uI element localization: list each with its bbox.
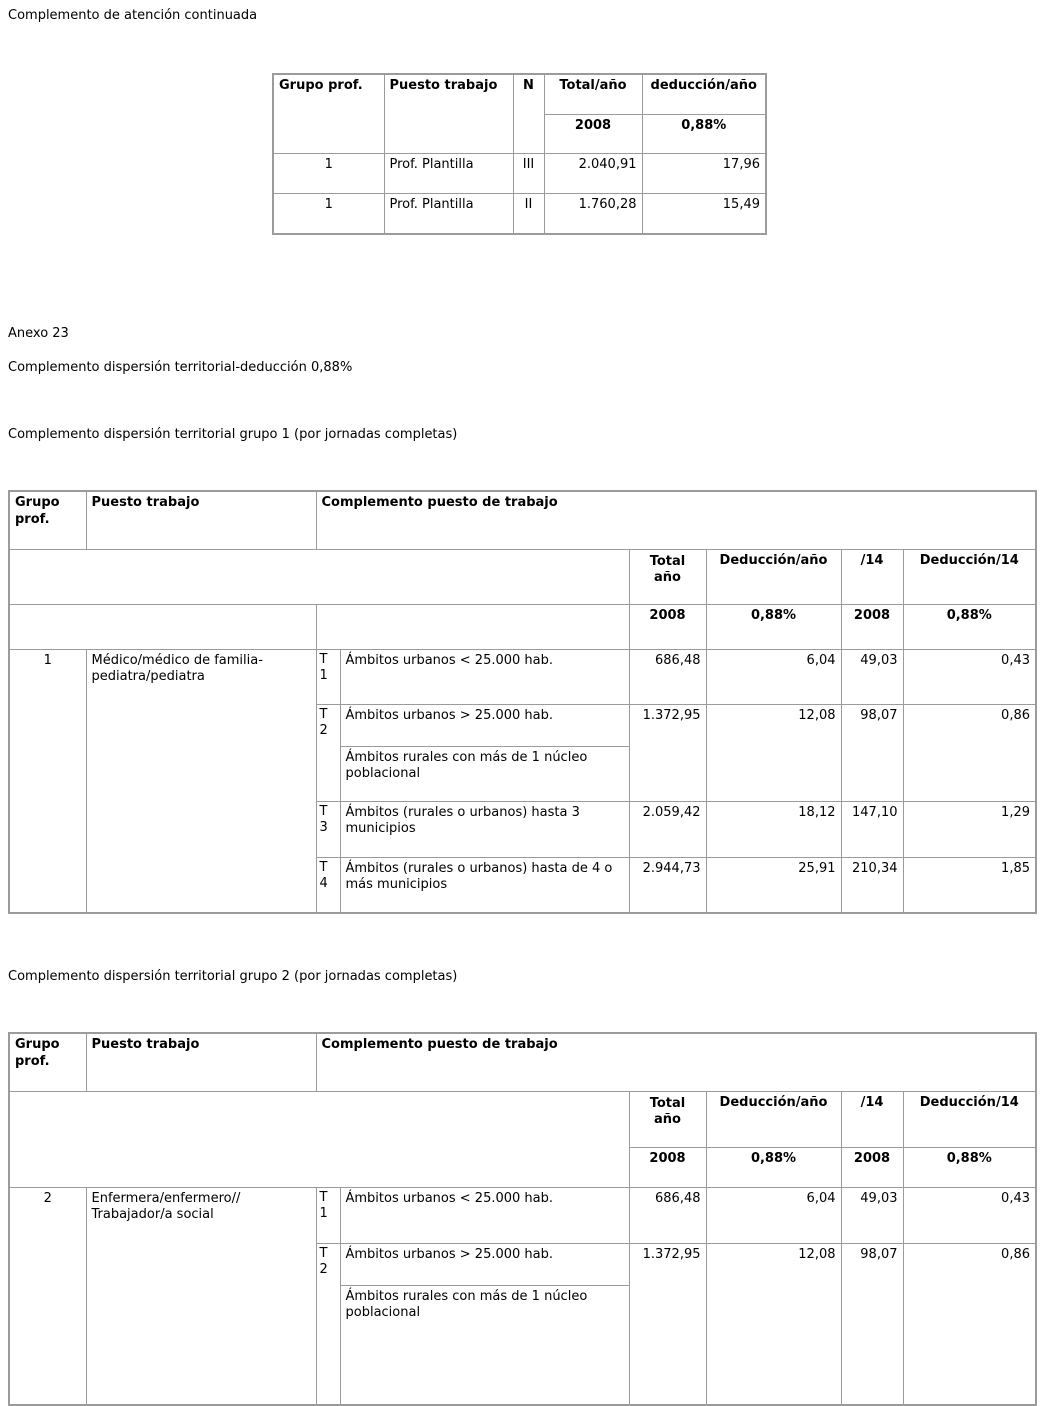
cell-deduccion: 25,91 — [706, 857, 841, 913]
cell-grupo: 2 — [9, 1187, 86, 1405]
table-row — [273, 193, 766, 234]
header-cell-complemento: Complemento puesto de trabajo — [316, 1033, 1036, 1091]
cell-per14: 147,10 — [841, 801, 903, 857]
header-cell-grupo-prof: Grupo prof. — [273, 74, 384, 153]
header-cell-deduccion14: Deducción/14 — [903, 549, 1036, 604]
cell-ambito: Ámbitos urbanos > 25.000 hab. — [340, 1243, 629, 1285]
header-cell-pct: 0,88% — [706, 604, 841, 649]
header-cell-year: 2008 — [544, 114, 642, 153]
header-cell-year: 2008 — [629, 604, 706, 649]
header-cell-puesto-trabajo: Puesto trabajo — [86, 1033, 316, 1091]
heading-grupo2: Complemento dispersión territorial grupo 2 (por jornadas completas) — [8, 969, 458, 984]
cell-deduccion14: 1,85 — [903, 857, 1036, 913]
cell-deduccion: 17,96 — [642, 153, 766, 193]
table-dispersion-grupo2 — [8, 1032, 1037, 1406]
cell-total: 2.040,91 — [544, 153, 642, 193]
cell-total: 686,48 — [629, 1187, 706, 1243]
cell-deduccion: 15,49 — [642, 193, 766, 234]
cell-ambito: Ámbitos urbanos < 25.000 hab. — [340, 649, 629, 704]
cell-per14: 49,03 — [841, 1187, 903, 1243]
header-filler-cell — [316, 604, 629, 649]
header-cell-pct: 0,88% — [706, 1147, 841, 1187]
cell-tramo: T 4 — [316, 857, 340, 913]
cell-puesto: Prof. Plantilla — [384, 153, 513, 193]
cell-total: 2.944,73 — [629, 857, 706, 913]
header-cell-deduccion-ano: deducción/año — [642, 74, 766, 114]
header-cell-per14: /14 — [841, 549, 903, 604]
header-cell-year: 2008 — [841, 1147, 903, 1187]
header-cell-complemento: Complemento puesto de trabajo — [316, 491, 1036, 549]
header-cell-year: 2008 — [841, 604, 903, 649]
header-cell-total-ano: Total año — [629, 1091, 706, 1147]
table-atencion-continuada — [272, 73, 767, 235]
cell-per14: 210,34 — [841, 857, 903, 913]
header-cell-deduccion-ano: Deducción/año — [706, 549, 841, 604]
cell-deduccion14: 1,29 — [903, 801, 1036, 857]
cell-tramo: T 3 — [316, 801, 340, 857]
header-cell-grupo-prof: Grupo prof. — [9, 491, 86, 549]
header-cell-pct: 0,88% — [903, 604, 1036, 649]
cell-deduccion: 12,08 — [706, 704, 841, 801]
table-row — [9, 1187, 1036, 1243]
header-cell-puesto-trabajo: Puesto trabajo — [384, 74, 513, 153]
cell-puesto: Enfermera/enfermero// Trabajador/a social — [86, 1187, 316, 1405]
cell-total: 1.760,28 — [544, 193, 642, 234]
cell-deduccion: 6,04 — [706, 1187, 841, 1243]
cell-ambito: Ámbitos urbanos > 25.000 hab. — [340, 704, 629, 746]
table-row — [9, 649, 1036, 704]
cell-puesto: Médico/médico de familia-pediatra/pediatra — [86, 649, 316, 913]
cell-grupo: 1 — [273, 153, 384, 193]
cell-deduccion14: 0,43 — [903, 649, 1036, 704]
header-cell-deduccion14: Deducción/14 — [903, 1091, 1036, 1147]
cell-grupo: 1 — [273, 193, 384, 234]
heading-atencion-continuada: Complemento de atención continuada — [8, 8, 258, 23]
cell-total: 1.372,95 — [629, 704, 706, 801]
cell-nivel: III — [513, 153, 544, 193]
cell-puesto: Prof. Plantilla — [384, 193, 513, 234]
heading-dispersion-deduccion: Complemento dispersión territorial-deducción 0,88% — [8, 360, 353, 375]
header-cell-per14: /14 — [841, 1091, 903, 1147]
header-cell-year: 2008 — [629, 1147, 706, 1187]
heading-grupo1: Complemento dispersión territorial grupo 1 (por jornadas completas) — [8, 427, 458, 442]
cell-nivel: II — [513, 193, 544, 234]
cell-per14: 49,03 — [841, 649, 903, 704]
cell-total: 686,48 — [629, 649, 706, 704]
cell-grupo: 1 — [9, 649, 86, 913]
heading-anexo: Anexo 23 — [8, 326, 69, 341]
header-filler-cell — [9, 549, 629, 604]
cell-deduccion: 12,08 — [706, 1243, 841, 1405]
cell-ambito: Ámbitos rurales con más de 1 núcleo poblacional — [340, 746, 629, 801]
cell-deduccion14: 0,43 — [903, 1187, 1036, 1243]
cell-ambito: Ámbitos urbanos < 25.000 hab. — [340, 1187, 629, 1243]
cell-deduccion14: 0,86 — [903, 704, 1036, 801]
table-row — [273, 153, 766, 193]
header-cell-puesto-trabajo: Puesto trabajo — [86, 491, 316, 549]
cell-deduccion: 18,12 — [706, 801, 841, 857]
table-dispersion-grupo1 — [8, 490, 1037, 914]
header-cell-n: N — [513, 74, 544, 153]
header-cell-total-ano: Total/año — [544, 74, 642, 114]
cell-tramo: T 2 — [316, 1243, 340, 1405]
cell-deduccion14: 0,86 — [903, 1243, 1036, 1405]
header-cell-pct: 0,88% — [642, 114, 766, 153]
cell-ambito: Ámbitos rurales con más de 1 núcleo poblacional — [340, 1285, 629, 1405]
cell-tramo: T 1 — [316, 649, 340, 704]
cell-ambito: Ámbitos (rurales o urbanos) hasta de 4 o más municipios — [340, 857, 629, 913]
header-cell-pct: 0,88% — [903, 1147, 1036, 1187]
cell-total: 2.059,42 — [629, 801, 706, 857]
header-cell-total-ano: Total año — [629, 549, 706, 604]
cell-total: 1.372,95 — [629, 1243, 706, 1405]
cell-ambito: Ámbitos (rurales o urbanos) hasta 3 municipios — [340, 801, 629, 857]
cell-tramo: T 1 — [316, 1187, 340, 1243]
header-cell-deduccion-ano: Deducción/año — [706, 1091, 841, 1147]
cell-per14: 98,07 — [841, 704, 903, 801]
header-filler-cell — [9, 1091, 629, 1187]
header-filler-cell — [9, 604, 316, 649]
header-cell-grupo-prof: Grupo prof. — [9, 1033, 86, 1091]
cell-tramo: T 2 — [316, 704, 340, 801]
cell-deduccion: 6,04 — [706, 649, 841, 704]
cell-per14: 98,07 — [841, 1243, 903, 1405]
